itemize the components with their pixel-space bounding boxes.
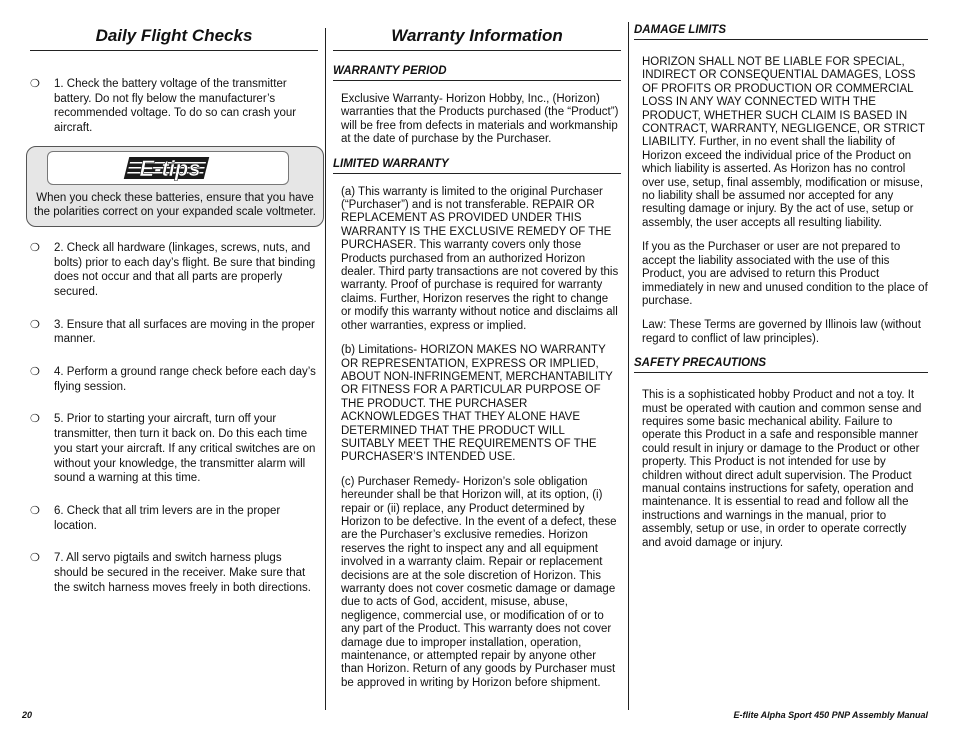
check-item-text: 7. All servo pigtails and switch harness plugs should be secured in the receiver. Make sure that the switch harness moves freely in both directions. — [54, 552, 311, 594]
open-circle-bullet-icon: ❍ — [30, 552, 40, 565]
damage-limits-text-2: If you as the Purchaser or user are not prepared to accept the liability associated with the use of this Product, you are advised to return this Product immediately in new and unused condition to the place of purchase. — [642, 241, 928, 307]
check-item — [30, 77, 318, 136]
warranty-period-text: Exclusive Warranty- Horizon Hobby, Inc., (Horizon) warranties that the Products purchased (the “Product”) will be free from defects in materials and workmanship at the date of purchase by the Purchaser. — [341, 93, 619, 146]
check-item-text: 3. Ensure that all surfaces are moving in the proper manner. — [54, 318, 315, 346]
open-circle-bullet-icon: ❍ — [30, 413, 40, 426]
check-item-text: 6. Check that all trim levers are in the proper location. — [54, 504, 281, 532]
check-item — [30, 365, 318, 394]
check-item-text: 2. Check all hardware (linkages, screws, nuts, and bolts) prior to each day’s flight. Be sure that binding does not occur and that all parts are properly secured. — [54, 241, 316, 298]
check-item-text: 5. Prior to starting your aircraft, turn off your transmitter, then turn it back on. Do this each time you start your aircraft. If any critical switches are on without your knowledge, the transmitter alarm will sound a warning at this time. — [54, 413, 316, 485]
check-item — [30, 412, 318, 486]
open-circle-bullet-icon: ❍ — [30, 78, 40, 90]
daily-flight-checks-column — [30, 26, 318, 613]
etips-logo-frame — [47, 151, 289, 185]
check-item-text: 1. Check the battery voltage of the transmitter battery. Do not fly below the manufacturer’s recommended voltage. To do so can crash your aircraft. — [54, 78, 297, 135]
safety-precautions-text: This is a sophisticated hobby Product and not a toy. It must be operated with caution and common sense and requires some basic mechanical ability. Failure to operate this Product in a safe and responsible manner could result in injury or damage to the Product or other property. This Product is not intended for use by children without direct adult supervision. The Product manual contains instructions for safety, operation and maintenance. It is essential to read and follow all the instructions and warnings in the manual, prior to assembly, setup or use, in order to operate correctly and avoid damage or injury. — [642, 389, 922, 549]
damage-safety-column — [634, 24, 928, 561]
limited-warranty-b: (b) Limitations- HORIZON MAKES NO WARRANTY OR REPRESENTATION, EXPRESS OR IMPLIED, ABOUT NON-INFRINGEMENT, MERCHANTABILITY OR FITNESS FOR A PARTICULAR PURPOSE OF THE PRODUCT. THE PURCHASER ACKNOWLEDGES THAT THEY ALONE HAVE DETERMINED THAT THE PRODUCT WILL SUITABLY MEET THE REQUIREMENTS OF THE PURCHASER’S INTENDED USE. — [341, 344, 613, 464]
e-tips-logo-icon — [120, 154, 216, 182]
etips-callout — [26, 146, 324, 227]
warranty-column — [333, 26, 621, 701]
warranty-period-heading: WARRANTY PERIOD — [333, 65, 621, 81]
e-tips-logo-text: E-tips — [139, 155, 201, 181]
column-divider — [628, 22, 629, 710]
open-circle-bullet-icon: ❍ — [30, 504, 40, 517]
check-item — [30, 504, 318, 533]
limited-warranty-heading: LIMITED WARRANTY — [333, 158, 621, 174]
damage-limits-heading: DAMAGE LIMITS — [634, 24, 928, 40]
law-text: Law: These Terms are governed by Illinois law (without regard to conflict of law principles). — [642, 319, 921, 345]
page-number: 20 — [22, 710, 33, 720]
check-item — [30, 241, 318, 300]
checklist-part-1 — [30, 77, 318, 136]
open-circle-bullet-icon: ❍ — [30, 366, 40, 379]
etips-text: When you check these batteries, ensure that you have the polarities correct on your expanded scale voltmeter. — [34, 191, 316, 219]
limited-warranty-c: (c) Purchaser Remedy- Horizon’s sole obligation hereunder shall be that Horizon will, at its option, (i) repair or (ii) replace, any Product determined by Horizon to be defective. In the event of a defect, these are the Purchaser’s exclusive remedies. Horizon reserves the right to inspect any and all equipment involved in a warranty claim. Repair or replacement decisions are at the sole discretion of Horizon. This warranty does not cover cosmetic damage or damage due to acts of God, accident, misuse, abuse, negligence, commercial use, or modification of or to any part of the Product. This warranty does not cover damage due to improper installation, operation, maintenance, or attempted repair by anyone other than Horizon. Return of any goods by Purchaser must be approved in writing by Horizon before shipment. — [341, 475, 617, 689]
checklist-part-2 — [30, 241, 318, 596]
limited-warranty-a: (a) This warranty is limited to the original Purchaser (“Purchaser”) and is not transferable. REPAIR OR REPLACEMENT AS PROVIDED UNDER THIS WARRANTY IS THE EXCLUSIVE REMEDY OF THE PURCHASER. This warranty covers only those Products purchased from an authorized Horizon dealer. Third party transactions are not covered by this warranty. Proof of purchase is required for warranty claims. Further, Horizon reserves the right to change or modify this warranty without notice and disclaims all other warranties, express or implied. — [341, 185, 619, 332]
check-item-text: 4. Perform a ground range check before each day’s flying session. — [54, 366, 316, 393]
check-item — [30, 318, 318, 347]
open-circle-bullet-icon: ❍ — [30, 241, 40, 254]
open-circle-bullet-icon: ❍ — [30, 318, 40, 331]
column-divider — [325, 28, 326, 710]
manual-title: E-flite Alpha Sport 450 PNP Assembly Manual — [733, 710, 928, 720]
damage-limits-text: HORIZON SHALL NOT BE LIABLE FOR SPECIAL, INDIRECT OR CONSEQUENTIAL DAMAGES, LOSS OF PROFITS OR PRODUCTION OR COMMERCIAL LOSS IN ANY WAY CONNECTED WITH THE PRODUCT, WHETHER SUCH CLAIM IS BASED IN CONTRACT, WARRANTY, NEGLIGENCE, OR STRICT LIABILITY. Further, in no event shall the liability of Horizon exceed the individual price of the Product on which liability is asserted. As Horizon has no control over use, setup, final assembly, modification or misuse, no liability shall be assumed nor accepted for any resulting damage or injury. By the act of use, setup or assembly, the user accepts all resulting liability. — [642, 56, 925, 229]
check-item — [30, 551, 318, 595]
safety-precautions-heading: SAFETY PRECAUTIONS — [634, 357, 928, 373]
daily-flight-checks-title: Daily Flight Checks — [30, 26, 318, 51]
warranty-title: Warranty Information — [333, 26, 621, 51]
